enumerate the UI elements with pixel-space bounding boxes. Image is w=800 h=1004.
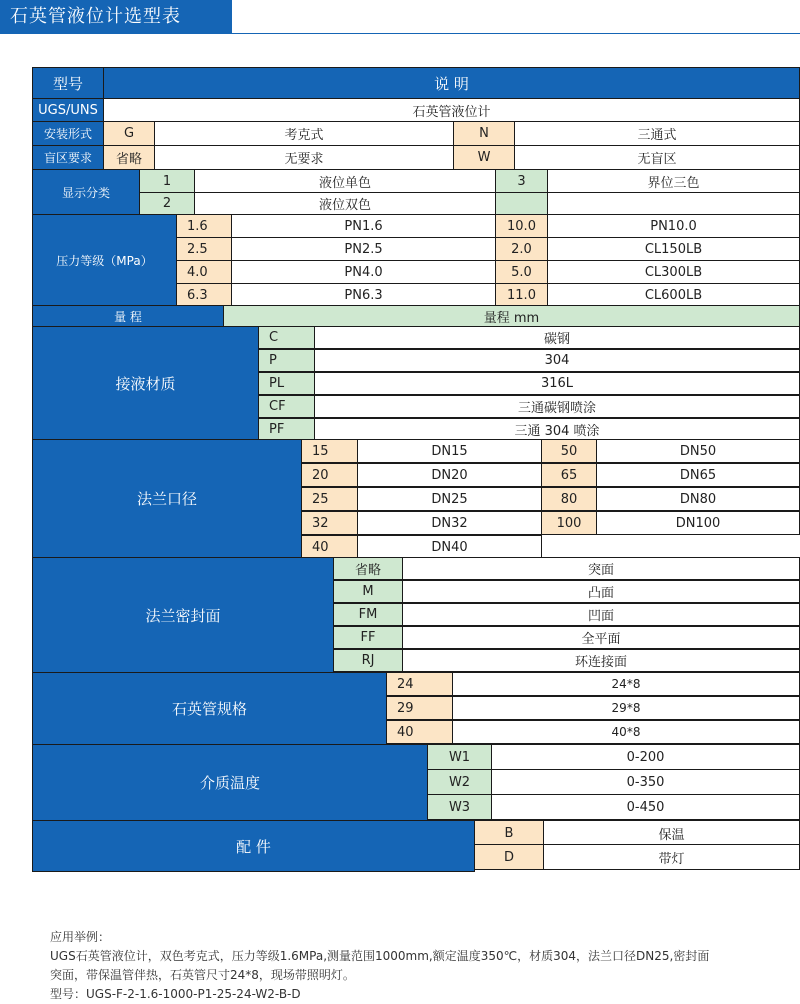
flange-code: 25 [301, 487, 358, 511]
install-desc-a: 考克式 [154, 121, 454, 146]
pressure-desc: PN2.5 [231, 237, 496, 261]
temperature-desc: 0-200 [491, 744, 800, 770]
install-desc-b: 三通式 [514, 121, 800, 146]
seal-desc: 凸面 [402, 580, 800, 603]
seal-code: M [333, 580, 403, 603]
pressure-code: 5.0 [495, 260, 548, 284]
flange-code: 80 [541, 487, 597, 511]
tube-desc: 40*8 [452, 720, 800, 744]
flange-desc: DN40 [357, 535, 542, 559]
material-code: P [258, 349, 315, 372]
flange-desc: DN50 [596, 439, 800, 463]
install-code-a: G [103, 121, 155, 146]
temperature-desc: 0-350 [491, 769, 800, 795]
blind-desc-b: 无盲区 [514, 145, 800, 170]
pressure-desc: PN4.0 [231, 260, 496, 284]
flange-desc: DN25 [357, 487, 542, 511]
flange-code: 15 [301, 439, 358, 463]
example-line-2: 突面，带保温管伴热，石英管尺寸24*8，现场带照明灯。 [50, 968, 355, 982]
seal-desc: 环连接面 [402, 649, 800, 672]
temperature-code: W3 [427, 794, 492, 820]
flange-desc: DN15 [357, 439, 542, 463]
install-code-b: N [453, 121, 515, 146]
flange-desc: DN100 [596, 511, 800, 535]
title-rule [232, 33, 800, 34]
pressure-code: 11.0 [495, 283, 548, 307]
seal-desc: 突面 [402, 557, 800, 580]
display-code [495, 192, 548, 215]
pressure-desc: PN10.0 [547, 214, 800, 238]
range-label: 量 程 [32, 305, 224, 327]
flange-label: 法兰口径 [32, 439, 302, 558]
flange-desc: DN20 [357, 463, 542, 487]
blind-desc-a: 无要求 [154, 145, 454, 170]
material-code: PF [258, 418, 315, 441]
pressure-desc: CL300LB [547, 260, 800, 284]
parts-desc: 保温 [543, 820, 800, 846]
tube-code: 24 [386, 672, 453, 696]
pressure-code: 1.6 [176, 214, 232, 238]
header-model: 型号 [32, 67, 104, 99]
material-code: C [258, 326, 315, 349]
material-desc: 304 [314, 349, 800, 372]
tube-code: 29 [386, 696, 453, 720]
pressure-desc: CL600LB [547, 283, 800, 307]
tube-desc: 29*8 [452, 696, 800, 720]
flange-code: 100 [541, 511, 597, 535]
seal-desc: 全平面 [402, 626, 800, 649]
display-code: 3 [495, 169, 548, 193]
model-code: UGS/UNS [32, 98, 104, 122]
seal-desc: 凹面 [402, 603, 800, 626]
display-desc: 界位三色 [547, 169, 800, 193]
tube-desc: 24*8 [452, 672, 800, 696]
temperature-desc: 0-450 [491, 794, 800, 820]
install-label: 安装形式 [32, 121, 104, 146]
flange-code: 20 [301, 463, 358, 487]
material-desc: 三通碳钢喷涂 [314, 395, 800, 418]
flange-code: 40 [301, 535, 358, 559]
flange-desc: DN80 [596, 487, 800, 511]
pressure-code: 2.5 [176, 237, 232, 261]
seal-code: 省略 [333, 557, 403, 580]
material-code: CF [258, 395, 315, 418]
parts-desc: 带灯 [543, 844, 800, 870]
display-desc: 液位双色 [194, 192, 496, 215]
application-example [50, 928, 790, 1004]
display-code: 1 [139, 169, 195, 193]
flange-desc: DN65 [596, 463, 800, 487]
blind-code-b: W [453, 145, 515, 170]
material-code: PL [258, 372, 315, 395]
flange-code: 65 [541, 463, 597, 487]
blind-code-a: 省略 [103, 145, 155, 170]
display-desc: 液位单色 [194, 169, 496, 193]
flange-code: 50 [541, 439, 597, 463]
material-desc: 碳钢 [314, 326, 800, 349]
page-title: 石英管液位计选型表 [0, 0, 232, 34]
model-description: 石英管液位计 [103, 98, 800, 122]
seal-code: FM [333, 603, 403, 626]
blind-label: 盲区要求 [32, 145, 104, 170]
range-description: 量程 mm [223, 305, 800, 327]
pressure-code: 4.0 [176, 260, 232, 284]
material-desc: 316L [314, 372, 800, 395]
temperature-label: 介质温度 [32, 744, 428, 821]
example-title: 应用举例： [50, 930, 111, 944]
parts-code: D [474, 844, 544, 870]
tube-code: 40 [386, 720, 453, 744]
flange-code: 32 [301, 511, 358, 535]
parts-label: 配 件 [32, 820, 475, 872]
display-label: 显示分类 [32, 169, 140, 215]
pressure-desc: PN6.3 [231, 283, 496, 307]
pressure-code: 2.0 [495, 237, 548, 261]
display-desc [547, 192, 800, 215]
seal-label: 法兰密封面 [32, 557, 334, 673]
temperature-code: W1 [427, 744, 492, 770]
pressure-desc: PN1.6 [231, 214, 496, 238]
pressure-code: 10.0 [495, 214, 548, 238]
pressure-code: 6.3 [176, 283, 232, 307]
pressure-label: 压力等级（MPa） [32, 214, 177, 306]
example-line-3: 型号：UGS-F-2-1.6-1000-P1-25-24-W2-B-D [50, 987, 301, 1001]
material-label: 接液材质 [32, 326, 259, 440]
parts-code: B [474, 820, 544, 846]
seal-code: FF [333, 626, 403, 649]
seal-code: RJ [333, 649, 403, 672]
tube-label: 石英管规格 [32, 672, 387, 745]
example-line-1: UGS石英管液位计，双色考克式，压力等级1.6MPa,测量范围1000mm,额定温度350℃，材质304，法兰口径DN25,密封面 [50, 949, 710, 963]
pressure-desc: CL150LB [547, 237, 800, 261]
flange-desc: DN32 [357, 511, 542, 535]
header-description: 说 明 [103, 67, 800, 99]
material-desc: 三通 304 喷涂 [314, 418, 800, 441]
temperature-code: W2 [427, 769, 492, 795]
display-code: 2 [139, 192, 195, 215]
